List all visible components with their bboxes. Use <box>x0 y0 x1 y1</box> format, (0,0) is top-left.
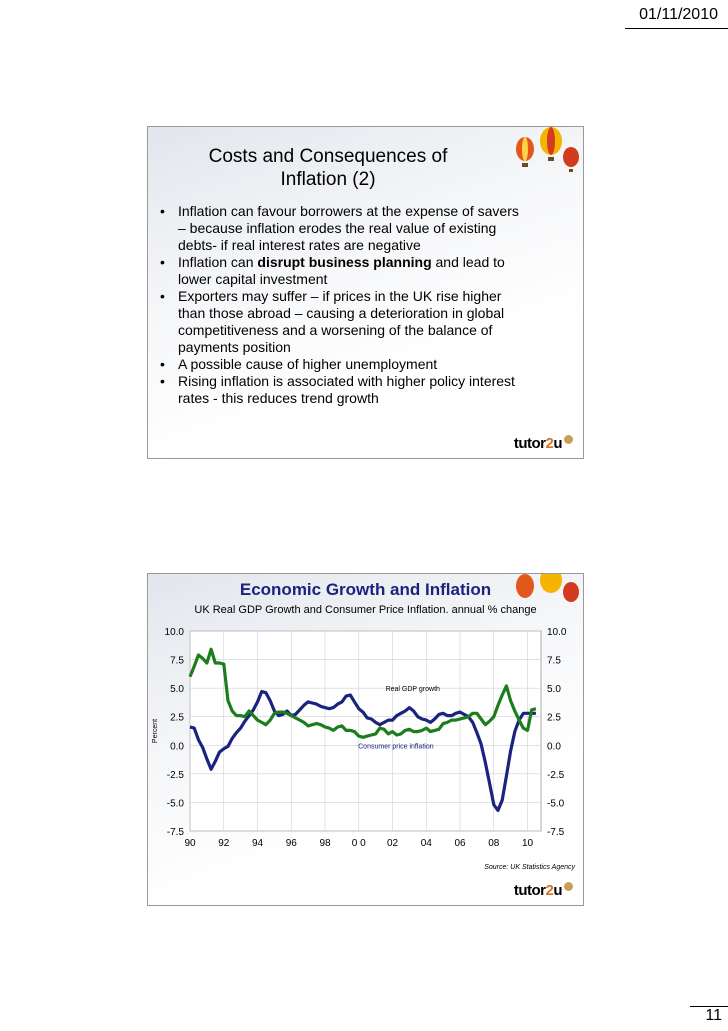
bullet-item: • Inflation can favour borrowers at the expense of savers – because inflation erodes the real value of existing debts- if real interest rates are negative <box>160 203 519 253</box>
x-tick-label: 08 <box>488 838 500 849</box>
header-rule <box>625 28 728 29</box>
x-tick-label: 10 <box>521 838 534 849</box>
y-tick-label-left: 2.5 <box>170 712 184 724</box>
y-tick-label-right: 7.5 <box>547 655 561 667</box>
x-tick-label: 02 <box>386 838 399 849</box>
y-tick-label-left: 0.0 <box>170 741 184 753</box>
cpi-series-label: Consumer price inflation <box>358 743 434 751</box>
gdp-series-label: Real GDP growth <box>385 686 440 694</box>
bullet-item: • Rising inflation is associated with higher policy interest rates - this reduces trend growth <box>160 373 515 406</box>
logo-mark-icon <box>564 882 573 891</box>
y-tick-label-right: 5.0 <box>547 684 561 696</box>
growth-inflation-chart <box>148 574 583 864</box>
y-tick-label-left: -2.5 <box>166 769 184 781</box>
tutor2u-logo: tutor2u <box>514 882 573 899</box>
chart-source: Source: UK Statistics Agency <box>484 864 575 871</box>
page-number: 11 <box>705 1007 722 1024</box>
x-tick-label: 0 0 <box>351 838 366 849</box>
chart-subtitle: UK Real GDP Growth and Consumer Price Inflation. annual % change <box>194 604 537 616</box>
y-tick-label-right: 2.5 <box>547 712 561 724</box>
plot-area <box>190 631 541 831</box>
y-tick-label-right: -2.5 <box>547 769 565 781</box>
tutor2u-logo: tutor2u <box>514 435 573 452</box>
y-tick-label-left: -7.5 <box>166 827 184 838</box>
bullet-list <box>160 203 520 407</box>
x-tick-label: 92 <box>218 838 230 849</box>
y-tick-label-right: -5.0 <box>547 798 565 810</box>
chart-title: Economic Growth and Inflation <box>239 580 492 599</box>
bullet-item: • A possible cause of higher unemployment <box>160 356 438 372</box>
logo-mark-icon <box>564 435 573 444</box>
hot-air-balloons-image <box>503 127 583 187</box>
y-tick-label-left: 10.0 <box>164 627 184 638</box>
y-tick-label-left: 5.0 <box>170 684 184 696</box>
slide-growth-inflation <box>147 573 584 906</box>
y-tick-label-left: 7.5 <box>170 655 184 667</box>
y-tick-label-left: -5.0 <box>166 798 184 810</box>
x-tick-label: 98 <box>319 838 331 849</box>
y-tick-label-right: -7.5 <box>547 827 565 838</box>
print-date: 01/11/2010 <box>639 6 718 23</box>
x-tick-label: 04 <box>420 838 432 849</box>
x-tick-label: 96 <box>285 838 297 849</box>
slide-title <box>178 145 478 191</box>
bullet-item: • Exporters may suffer – if prices in the UK rise higher than those abroad – causing a deterioration in global competitiveness and a worsening of the balance of payments position <box>160 288 505 355</box>
y-tick-label-right: 0.0 <box>547 741 561 753</box>
slide-title-line1: Costs and Consequences of <box>208 146 448 167</box>
y-tick-label-right: 10.0 <box>547 627 567 638</box>
x-tick-label: 94 <box>251 838 264 849</box>
y-axis-label: Percent <box>152 718 159 744</box>
x-tick-label: 90 <box>184 838 196 849</box>
x-tick-label: 06 <box>454 838 466 849</box>
slide-costs-consequences <box>147 126 584 459</box>
bullet-item: • Inflation can disrupt business planning and lead to lower capital investment <box>160 254 505 287</box>
slide-title-line2: Inflation (2) <box>280 169 376 190</box>
